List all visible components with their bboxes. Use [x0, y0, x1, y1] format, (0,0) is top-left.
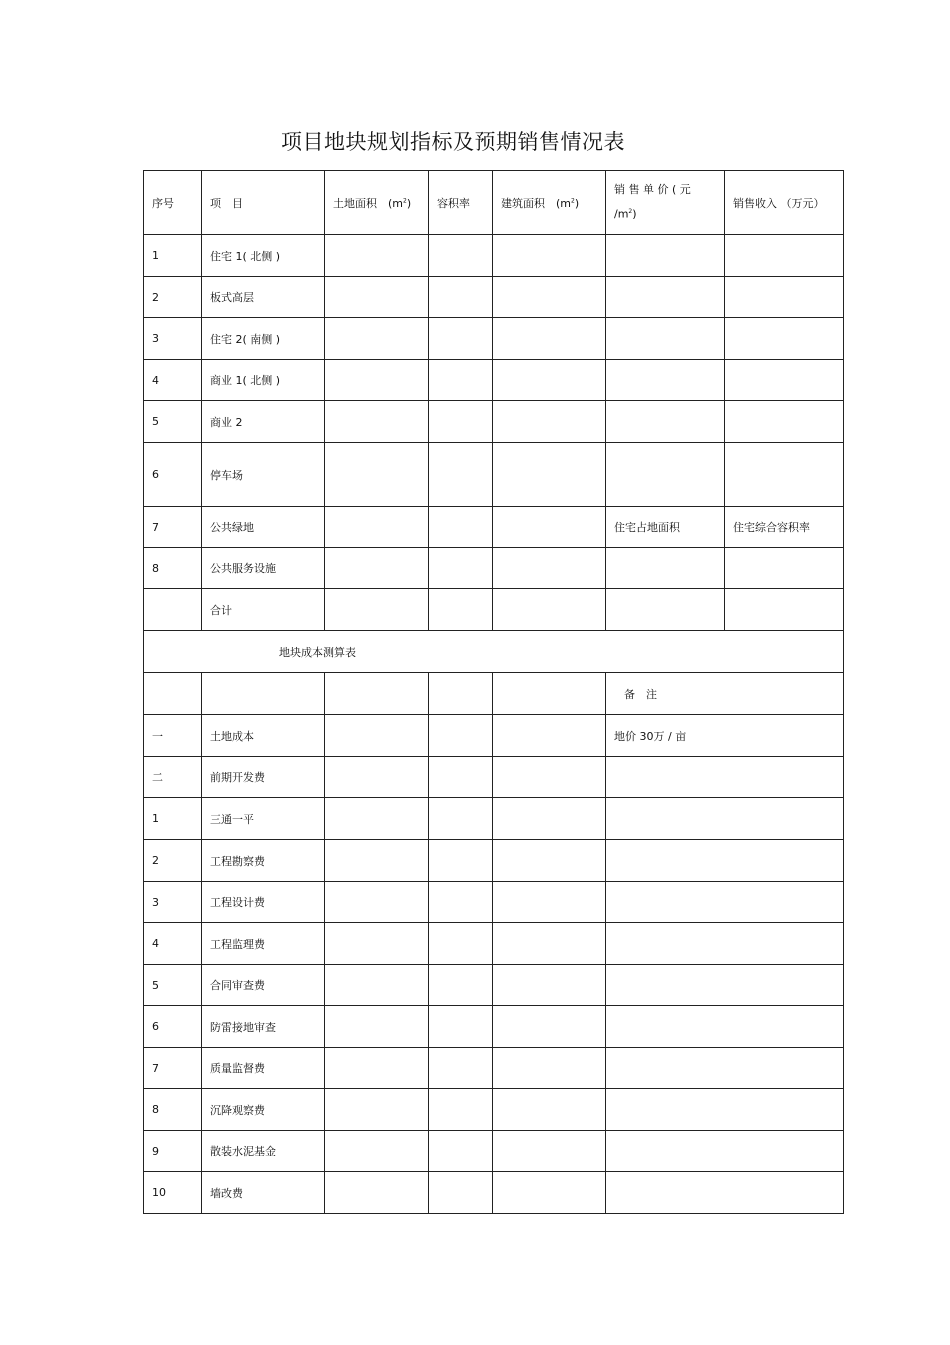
note-cell [606, 840, 844, 882]
cost-cell [493, 798, 606, 840]
document-title: 项目地块规划指标及预期销售情况表 [281, 130, 625, 154]
row-item: 工程勘察费 [202, 840, 325, 882]
note-cell [606, 1089, 844, 1131]
cost-cell [429, 757, 493, 798]
far-cell [429, 318, 493, 360]
header-unit-price-sup: 2 [628, 208, 633, 216]
cost-cell [325, 1131, 429, 1172]
row-number: 2 [144, 840, 202, 882]
row-number: 5 [144, 965, 202, 1006]
table-row [144, 715, 844, 757]
row-number: 7 [144, 507, 202, 548]
section-title-row [144, 631, 844, 673]
cost-cell [429, 1089, 493, 1131]
cost-cell [493, 923, 606, 965]
header-building-area-end: ) [574, 196, 580, 210]
cost-cell [325, 882, 429, 923]
table-row [144, 1006, 844, 1048]
row-item: 商业 1( 北侧 ) [202, 360, 325, 401]
revenue-cell [725, 401, 844, 443]
row-number: 6 [144, 1006, 202, 1048]
table-row [144, 882, 844, 923]
cost-cell [429, 1172, 493, 1214]
header-unit-price-line1: 销 售 单 价 ( 元 [614, 183, 691, 197]
header-building-area [493, 171, 606, 235]
note-cell [606, 1172, 844, 1214]
table-row [144, 318, 844, 360]
cost-cell [493, 965, 606, 1006]
cost-cell [429, 1131, 493, 1172]
revenue-cell [725, 235, 844, 277]
table-row [144, 507, 844, 548]
note-header: 备 注 [606, 673, 844, 715]
row-item: 防雷接地审查 [202, 1006, 325, 1048]
building-area-cell [493, 507, 606, 548]
building-area-cell [493, 548, 606, 589]
unit-price-cell [606, 589, 725, 631]
unit-price-cell [606, 443, 725, 507]
row-item: 前期开发费 [202, 757, 325, 798]
far-cell [429, 443, 493, 507]
row-item: 板式高层 [202, 277, 325, 318]
header-land-area [325, 171, 429, 235]
unit-price-cell [606, 360, 725, 401]
header-unit-price-end: ) [632, 207, 637, 221]
building-area-cell [493, 360, 606, 401]
table-row [144, 965, 844, 1006]
header-land-area-sup: 2 [403, 196, 407, 204]
blank-cell [202, 673, 325, 715]
revenue-cell [725, 548, 844, 589]
note-cell [606, 757, 844, 798]
header-item: 项 目 [202, 171, 325, 235]
table-row [144, 443, 844, 507]
table-row [144, 1172, 844, 1214]
unit-price-cell [606, 235, 725, 277]
row-number: 6 [144, 443, 202, 507]
building-area-cell [493, 443, 606, 507]
blank-cell [429, 673, 493, 715]
cost-cell [493, 1048, 606, 1089]
building-area-cell [493, 235, 606, 277]
land-area-cell [325, 360, 429, 401]
row-number: 4 [144, 923, 202, 965]
row-number: 3 [144, 318, 202, 360]
row-number: 5 [144, 401, 202, 443]
cost-cell [325, 1048, 429, 1089]
cost-cell [325, 1006, 429, 1048]
note-cell [606, 923, 844, 965]
table-row [144, 548, 844, 589]
row-number: 10 [144, 1172, 202, 1214]
note-cell [606, 1048, 844, 1089]
header-row [144, 171, 844, 235]
cost-cell [325, 757, 429, 798]
header-unit-price-line2: /m [614, 207, 629, 221]
cost-cell [325, 1089, 429, 1131]
row-number: 1 [144, 798, 202, 840]
row-item: 散装水泥基金 [202, 1131, 325, 1172]
note-cell [606, 1006, 844, 1048]
cost-cell [493, 1006, 606, 1048]
row-item: 住宅 2( 南侧 ) [202, 318, 325, 360]
row-number [144, 589, 202, 631]
note-cell [606, 1131, 844, 1172]
far-cell [429, 589, 493, 631]
land-area-cell [325, 589, 429, 631]
row-item: 工程监理费 [202, 923, 325, 965]
header-unit-price [606, 171, 725, 235]
table-row [144, 235, 844, 277]
table-row [144, 840, 844, 882]
unit-price-cell: 住宅占地面积 [606, 507, 725, 548]
far-cell [429, 507, 493, 548]
table-row [144, 1048, 844, 1089]
far-cell [429, 360, 493, 401]
cost-cell [429, 1048, 493, 1089]
unit-price-cell [606, 401, 725, 443]
row-item: 合计 [202, 589, 325, 631]
table-row [144, 1089, 844, 1131]
cost-cell [493, 1089, 606, 1131]
table-row [144, 923, 844, 965]
row-number: 2 [144, 277, 202, 318]
cost-cell [493, 757, 606, 798]
cost-cell [429, 840, 493, 882]
table-row [144, 277, 844, 318]
land-area-cell [325, 277, 429, 318]
row-number: 4 [144, 360, 202, 401]
cost-cell [325, 923, 429, 965]
cost-cell [429, 715, 493, 757]
row-item: 工程设计费 [202, 882, 325, 923]
unit-price-cell [606, 548, 725, 589]
cost-section-title: 地块成本测算表 [144, 631, 844, 673]
cost-cell [493, 1131, 606, 1172]
land-area-cell [325, 401, 429, 443]
revenue-cell [725, 360, 844, 401]
cost-cell [429, 798, 493, 840]
row-item: 沉降观察费 [202, 1089, 325, 1131]
far-cell [429, 277, 493, 318]
land-area-cell [325, 507, 429, 548]
far-cell [429, 401, 493, 443]
header-far: 容积率 [429, 171, 493, 235]
cost-cell [429, 882, 493, 923]
header-no: 序号 [144, 171, 202, 235]
row-item: 住宅 1( 北侧 ) [202, 235, 325, 277]
table-row [144, 589, 844, 631]
blank-cell [325, 673, 429, 715]
building-area-cell [493, 401, 606, 443]
row-item: 公共绿地 [202, 507, 325, 548]
row-number: 1 [144, 235, 202, 277]
row-item: 质量监督费 [202, 1048, 325, 1089]
row-item: 墙改费 [202, 1172, 325, 1214]
blank-cell [144, 673, 202, 715]
row-number: 二 [144, 757, 202, 798]
row-item: 停车场 [202, 443, 325, 507]
table-row [144, 360, 844, 401]
row-number: 7 [144, 1048, 202, 1089]
far-cell [429, 548, 493, 589]
cost-cell [493, 715, 606, 757]
row-number: 9 [144, 1131, 202, 1172]
cost-cell [325, 840, 429, 882]
cost-cell [493, 882, 606, 923]
table-body [144, 171, 844, 1214]
cost-cell [493, 840, 606, 882]
land-area-cell [325, 318, 429, 360]
header-land-area-text: 土地面积 (m [333, 196, 404, 210]
building-area-cell [493, 589, 606, 631]
revenue-cell [725, 589, 844, 631]
header-land-area-end: ) [406, 196, 412, 210]
land-area-cell [325, 235, 429, 277]
cost-cell [325, 798, 429, 840]
note-header-row [144, 673, 844, 715]
land-area-cell [325, 548, 429, 589]
revenue-cell: 住宅综合容积率 [725, 507, 844, 548]
row-item: 合同审查费 [202, 965, 325, 1006]
cost-cell [429, 1006, 493, 1048]
header-revenue: 销售收入 （万元） [725, 171, 844, 235]
row-number: 8 [144, 1089, 202, 1131]
cost-cell [493, 1172, 606, 1214]
row-number: 8 [144, 548, 202, 589]
header-building-area-text: 建筑面积 (m [501, 196, 572, 210]
revenue-cell [725, 277, 844, 318]
note-cell [606, 965, 844, 1006]
cost-cell [429, 965, 493, 1006]
row-item: 三通一平 [202, 798, 325, 840]
unit-price-cell [606, 277, 725, 318]
cost-cell [325, 965, 429, 1006]
table-row [144, 401, 844, 443]
row-number: 一 [144, 715, 202, 757]
blank-cell [493, 673, 606, 715]
far-cell [429, 235, 493, 277]
row-number: 3 [144, 882, 202, 923]
revenue-cell [725, 443, 844, 507]
cost-cell [325, 1172, 429, 1214]
building-area-cell [493, 277, 606, 318]
table-row [144, 798, 844, 840]
header-building-area-sup: 2 [571, 196, 575, 204]
building-area-cell [493, 318, 606, 360]
table-row [144, 1131, 844, 1172]
row-item: 公共服务设施 [202, 548, 325, 589]
note-cell: 地价 30万 / 亩 [606, 715, 844, 757]
row-item: 商业 2 [202, 401, 325, 443]
revenue-cell [725, 318, 844, 360]
cost-cell [429, 923, 493, 965]
table-row [144, 757, 844, 798]
land-area-cell [325, 443, 429, 507]
note-cell [606, 798, 844, 840]
row-item: 土地成本 [202, 715, 325, 757]
note-cell [606, 882, 844, 923]
cost-cell [325, 715, 429, 757]
unit-price-cell [606, 318, 725, 360]
planning-table [143, 170, 844, 1214]
